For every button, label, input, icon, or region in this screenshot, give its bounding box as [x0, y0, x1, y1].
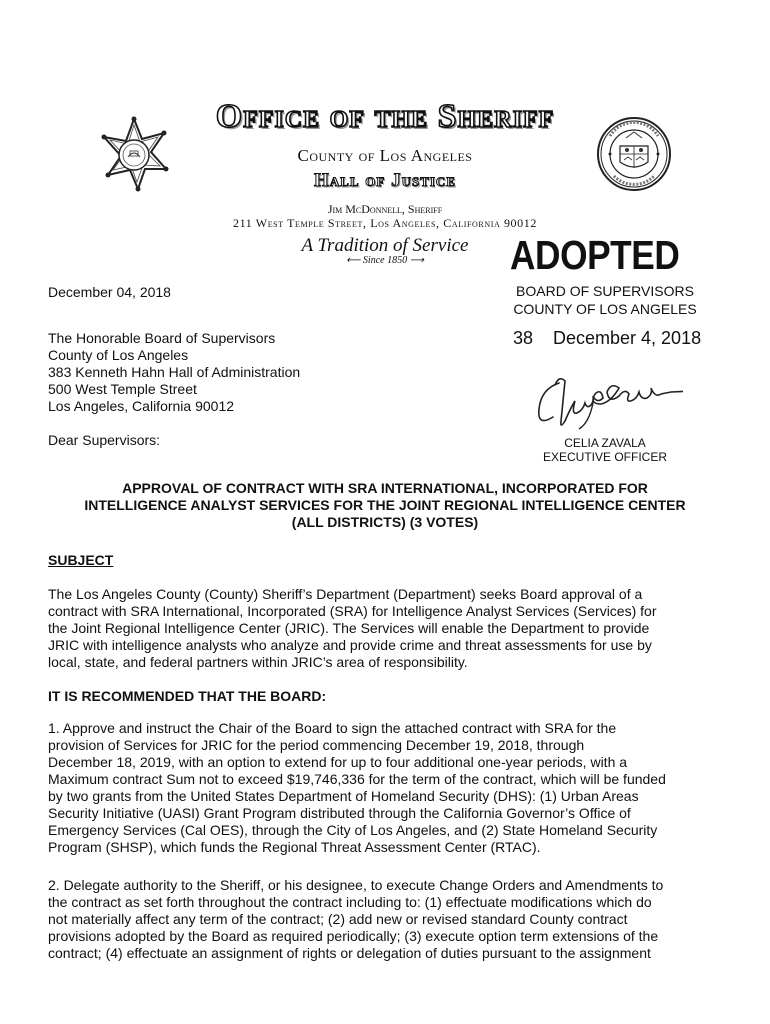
- salutation: Dear Supervisors:: [48, 432, 161, 448]
- paragraph-line: by two grants from the United States Department of Homeland Security (DHS): (1) Urban Areas: [48, 788, 639, 804]
- letter-date: December 04, 2018: [48, 284, 171, 300]
- paragraph-line: local, state, and federal partners within JRIC’s area of responsibility.: [48, 654, 468, 670]
- stamp-date: December 4, 2018: [553, 328, 702, 348]
- office-address: 211 West Temple Street, Los Angeles, California 90012: [233, 216, 537, 230]
- county-name: County of Los Angeles: [297, 146, 473, 165]
- subject-paragraph: [48, 586, 728, 671]
- flourish-right-icon: ⟶: [407, 255, 424, 266]
- paragraph-line: 2. Delegate authority to the Sheriff, or his designee, to execute Change Orders and Amendments to: [48, 877, 664, 893]
- heading-line: APPROVAL OF CONTRACT WITH SRA INTERNATIONAL, INCORPORATED FOR: [122, 480, 648, 496]
- paragraph-line: provisions adopted by the Board as required periodically; (3) execute option term extensions of the: [48, 928, 659, 944]
- recipient-line: County of Los Angeles: [48, 347, 189, 363]
- paragraph-line: contract with SRA International, Incorporated (SRA) for Intelligence Analyst Services (Services) for: [48, 603, 657, 619]
- signature-icon: [533, 365, 683, 435]
- recommendation-label: IT IS RECOMMENDED THAT THE BOARD:: [48, 688, 327, 704]
- paragraph-line: JRIC with intelligence analysts who analyze and provide crime and threat assessments for use by: [48, 637, 652, 653]
- paragraph-line: contract; (4) effectuate an assignment of rights or delegation of duties pursuant to the assignment: [48, 945, 651, 961]
- stamp-item-number: 38: [513, 328, 534, 348]
- office-title: Office of the Sheriff: [215, 98, 555, 135]
- adopted-stamp: ADOPTED: [510, 232, 680, 278]
- sheriff-name: Jim McDonnell, Sheriff: [327, 202, 443, 216]
- heading-line: (ALL DISTRICTS) (3 VOTES): [291, 514, 479, 530]
- flourish-left-icon: ⟵: [346, 255, 363, 266]
- subject-label: SUBJECT: [48, 552, 114, 568]
- recipient-line: The Honorable Board of Supervisors: [48, 330, 276, 346]
- motto-since-text: Since 1850: [362, 255, 408, 266]
- motto-since: [270, 255, 500, 266]
- hall-name: Hall of Justice: [314, 170, 456, 191]
- motto: A Tradition of Service: [301, 235, 469, 256]
- paragraph-line: Maximum contract Sum not to exceed $19,746,336 for the term of the contract, which will be funded: [48, 771, 666, 787]
- heading-line: INTELLIGENCE ANALYST SERVICES FOR THE JOINT REGIONAL INTELLIGENCE CENTER: [84, 497, 686, 513]
- paragraph-line: Program (SHSP), which funds the Regional Threat Assessment Center (RTAC).: [48, 839, 541, 855]
- paragraph-line: The Los Angeles County (County) Sheriff’s Department (Department) seeks Board approval of a: [48, 586, 643, 602]
- paragraph-line: Security Initiative (UASI) Grant Program distributed through the California Governor’s Office of: [48, 805, 631, 821]
- recipient-line: 383 Kenneth Hahn Hall of Administration: [48, 364, 301, 380]
- letter-heading: [40, 480, 730, 531]
- recommendation-item-1: [48, 720, 728, 856]
- officer-name: CELIA ZAVALA: [564, 436, 646, 450]
- paragraph-line: December 18, 2019, with an option to extend for up to four additional one-year periods, with a: [48, 754, 628, 770]
- recipient-block: [48, 330, 300, 415]
- stamp-board-line2: COUNTY OF LOS ANGELES: [513, 301, 697, 317]
- stamp-board-line1: BOARD OF SUPERVISORS: [516, 283, 694, 299]
- paragraph-line: Emergency Services (Cal OES), through the City of Los Angeles, and (2) State Homeland Security: [48, 822, 658, 838]
- paragraph-line: provision of Services for JRIC for the period commencing December 19, 2018, through: [48, 737, 585, 753]
- paragraph-line: not materially affect any term of the contract; (2) add new or revised standard County contract: [48, 911, 628, 927]
- paragraph-line: the contract as set forth throughout the contract including to: (1) effectuate modifications which do: [48, 894, 652, 910]
- recommendation-item-2: [48, 877, 728, 962]
- officer-title: EXECUTIVE OFFICER: [542, 450, 667, 464]
- paragraph-line: the Joint Regional Intelligence Center (JRIC). The Services will enable the Department to provide: [48, 620, 650, 636]
- paragraph-line: 1. Approve and instruct the Chair of the Board to sign the attached contract with SRA for the: [48, 720, 617, 736]
- recipient-line: Los Angeles, California 90012: [48, 398, 235, 414]
- recipient-line: 500 West Temple Street: [48, 381, 197, 397]
